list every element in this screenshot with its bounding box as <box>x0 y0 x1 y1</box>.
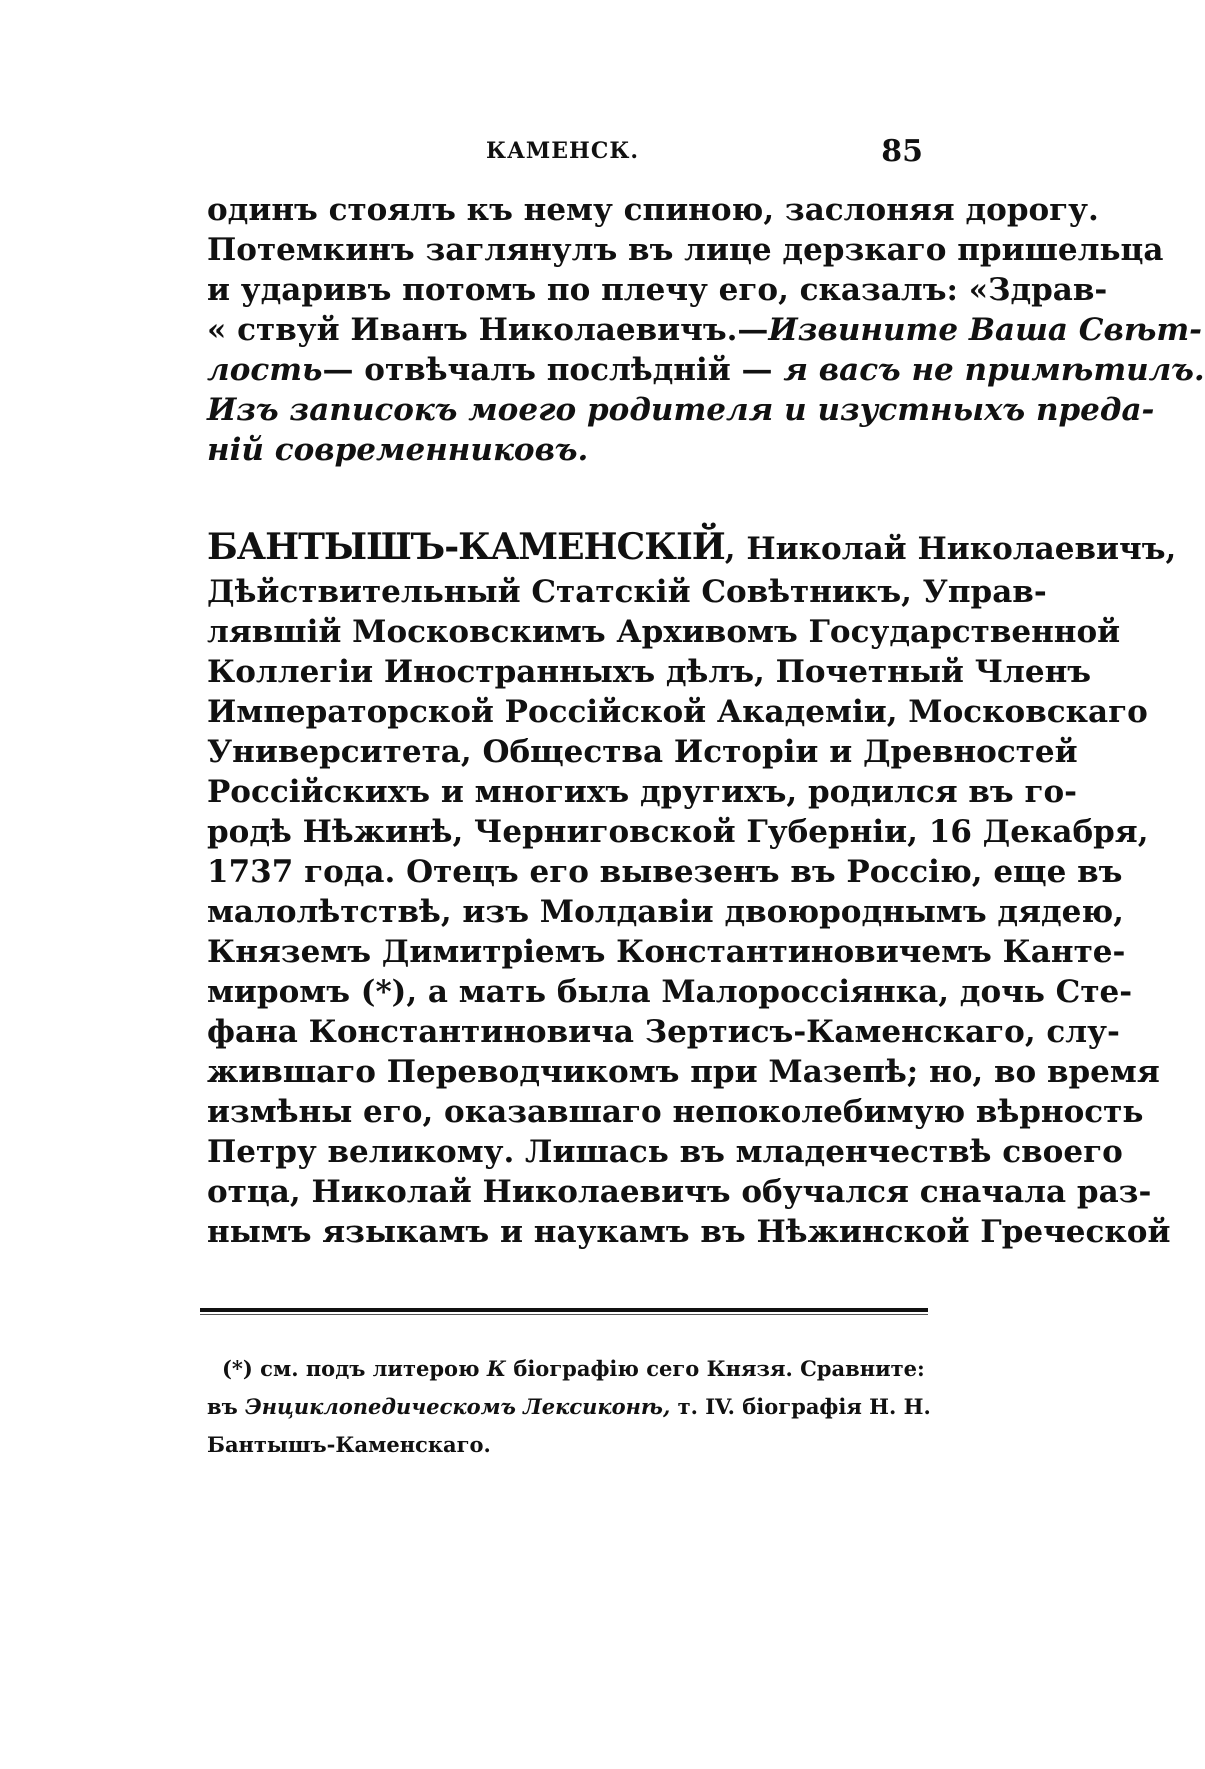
entry-line-14 <box>207 1052 1160 1092</box>
entry-text: Петру великому. Лишась въ младенчествѣ своего <box>207 1134 1123 1170</box>
anecdote-line-2 <box>207 230 1164 270</box>
entry-line-6 <box>207 732 1078 772</box>
entry-line-7 <box>207 772 1078 812</box>
entry-line-8 <box>207 812 1149 852</box>
entry-text: Императорской Россійской Академіи, Московскаго <box>207 694 1148 730</box>
anecdote-italic-text: лость <box>207 352 323 388</box>
entry-text: Коллегіи Иностранныхъ дѣлъ, Почетный Членъ <box>207 654 1092 690</box>
anecdote-text: одинъ стоялъ къ нему спиною, заслоняя дорогу. <box>207 192 1099 228</box>
footnote-line-1 <box>222 1352 925 1386</box>
entry-text: Россійскихъ и многихъ другихъ, родился въ го- <box>207 774 1078 810</box>
anecdote-line-1 <box>207 190 1099 230</box>
entry-text: лявшій Московскимъ Архивомъ Государственной <box>207 614 1121 650</box>
entry-line-4 <box>207 652 1092 692</box>
entry-headword: БАНТЫШЪ-КАМЕНСКІЙ <box>207 526 725 568</box>
anecdote-text: Потемкинъ заглянулъ въ лице дерзкаго пришельца <box>207 232 1164 268</box>
anecdote-text: — отвѣчалъ послѣдній — <box>322 352 784 388</box>
entry-line-2 <box>207 572 1047 612</box>
entry-line-3 <box>207 612 1121 652</box>
entry-line-1: БАНТЫШЪ-КАМЕНСКІЙ, Николай Николаевичъ, <box>207 526 1177 568</box>
anecdote-line-3 <box>207 270 1108 310</box>
anecdote-source: ній современниковъ. <box>207 432 589 468</box>
anecdote-line-4 <box>207 310 1203 350</box>
entry-line-15 <box>207 1092 1144 1132</box>
footnote-line-2 <box>207 1390 931 1424</box>
entry-text: жившаго Переводчикомъ при Мазепѣ; но, во время <box>207 1054 1160 1090</box>
footnote-text: Бантышъ-Каменскаго. <box>207 1432 491 1457</box>
anecdote-text: и ударивъ потомъ по плечу его, сказалъ: «Здрав- <box>207 272 1108 308</box>
running-title: КАМЕНСК. <box>486 138 640 164</box>
footnote-rule-thin <box>200 1314 928 1315</box>
entry-text: нымъ языкамъ и наукамъ въ Нѣжинской Греческой <box>207 1214 1171 1250</box>
anecdote-line-7 <box>207 430 923 470</box>
entry-text: измѣны его, оказавшаго непоколебимую вѣрность <box>207 1094 1144 1130</box>
page-header <box>207 134 923 174</box>
anecdote-line-5 <box>207 350 1205 390</box>
entry-text: Дѣйствительный Статскій Совѣтникъ, Управ- <box>207 574 1047 610</box>
entry-line-17 <box>207 1172 1152 1212</box>
anecdote-text: « ствуй Иванъ Николаевичъ.— <box>207 312 769 348</box>
entry-text: миромъ (*), а мать была Малороссіянка, дочь Сте- <box>207 974 1133 1010</box>
entry-text: малолѣтствѣ, изъ Молдавіи двоюроднымъ дядею, <box>207 894 1124 930</box>
anecdote-italic-text: Извините Ваша Свѣт- <box>768 312 1203 348</box>
footnote-text: въ <box>207 1394 246 1419</box>
entry-text: отца, Николай Николаевичъ обучался сначала раз- <box>207 1174 1152 1210</box>
entry-text: фана Константиновича Зертисъ-Каменскаго, слу- <box>207 1014 1120 1050</box>
anecdote-italic-text: я васъ не примѣтилъ. <box>783 352 1205 388</box>
anecdote-source: Изъ записокъ моего родителя и изустныхъ преда- <box>207 392 1155 428</box>
entry-line-10 <box>207 892 1124 932</box>
footnote-italic: Энциклопедическомъ Лексиконѣ, <box>245 1394 671 1419</box>
footnote-text: т. IV. біографія Н. Н. <box>670 1394 931 1419</box>
entry-text: Николай Николаевичъ, <box>746 531 1177 567</box>
entry-line-16 <box>207 1132 1123 1172</box>
entry-line-12 <box>207 972 1133 1012</box>
footnote-line-3 <box>207 1428 923 1462</box>
entry-line-9 <box>207 852 1123 892</box>
footnote-text: біографію сего Князя. Сравните: <box>506 1356 925 1381</box>
footnote-rule <box>200 1308 928 1312</box>
entry-line-11 <box>207 932 1126 972</box>
page-number: 85 <box>881 134 923 169</box>
entry-line-5 <box>207 692 1148 732</box>
entry-line-13 <box>207 1012 1120 1052</box>
entry-text: родѣ Нѣжинѣ, Черниговской Губерніи, 16 Декабря, <box>207 814 1149 850</box>
entry-text: Княземъ Димитріемъ Константиновичемъ Канте- <box>207 934 1126 970</box>
entry-text: 1737 года. Отецъ его вывезенъ въ Россію, еще въ <box>207 854 1123 890</box>
footnote-text: (*) см. подъ литерою <box>222 1356 487 1381</box>
entry-text: Университета, Общества Исторіи и Древностей <box>207 734 1078 770</box>
anecdote-line-6 <box>207 390 1155 430</box>
footnote-italic: К <box>486 1356 507 1381</box>
entry-line-18 <box>207 1212 1171 1252</box>
